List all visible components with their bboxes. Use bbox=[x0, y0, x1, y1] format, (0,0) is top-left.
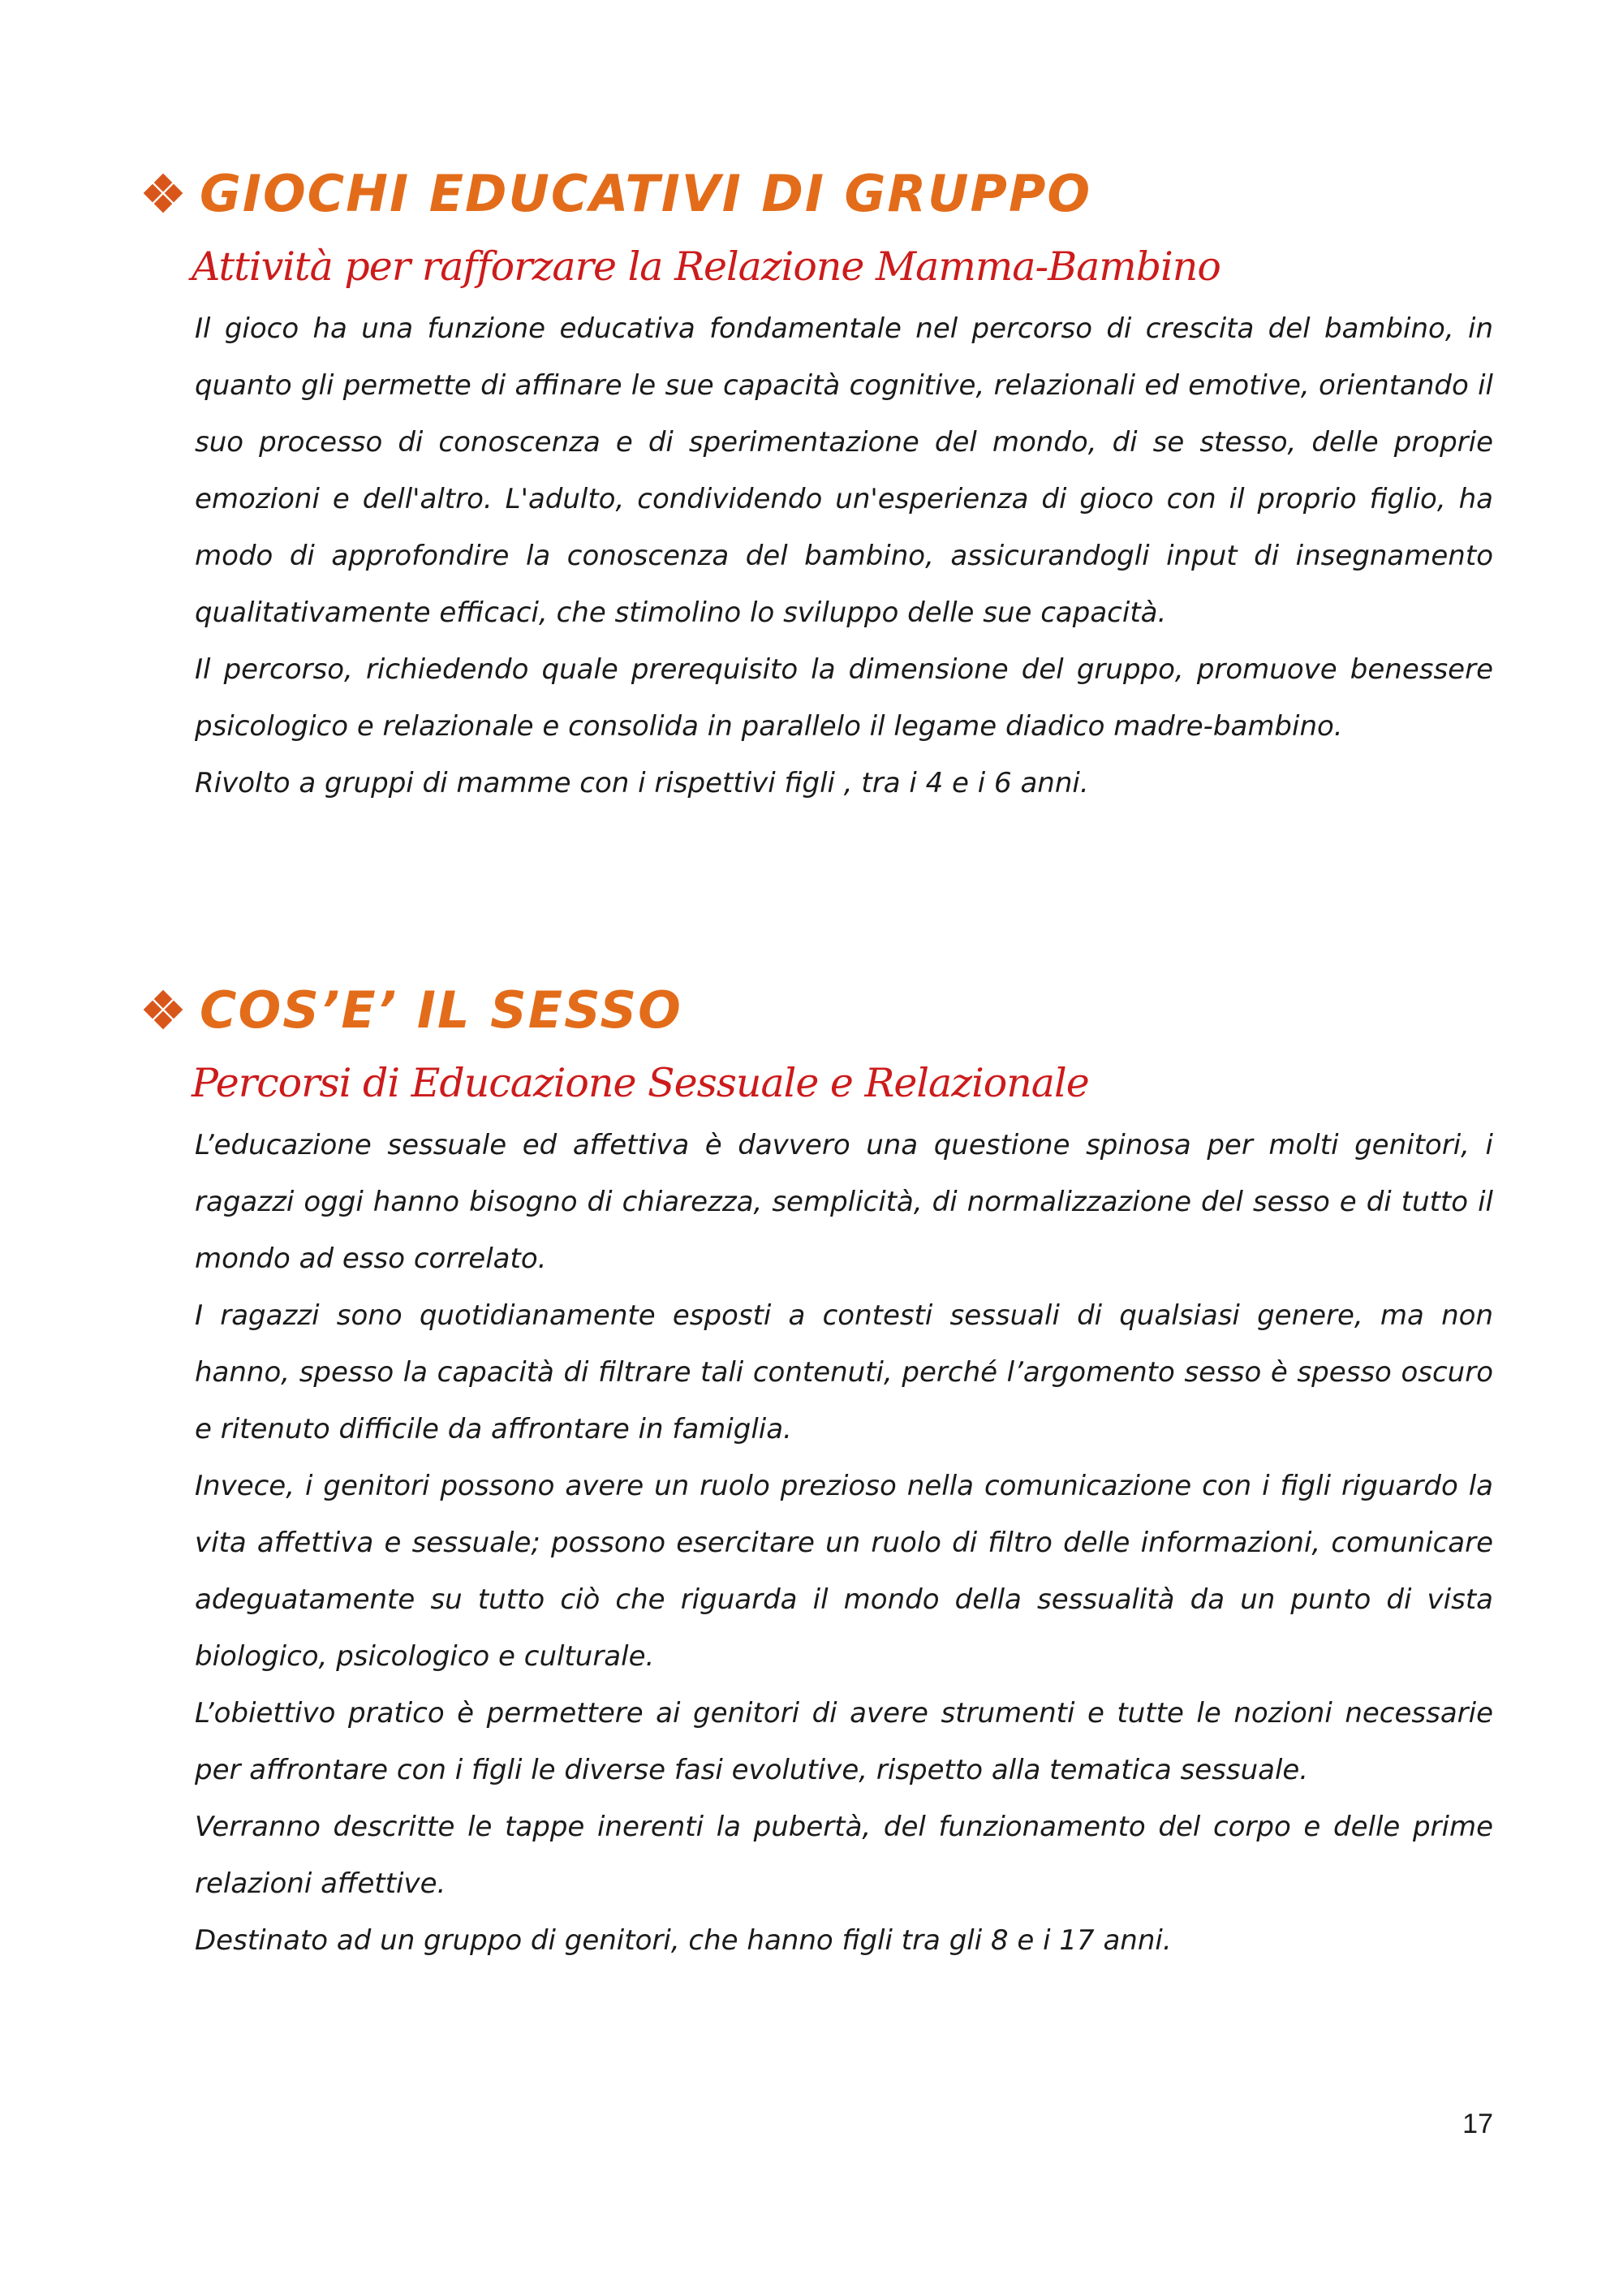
body-paragraph: Il percorso, richiedendo quale prerequisito la dimensione del gruppo, promuove benessere psicologico e relazionale e consolida in parallelo il legame diadico madre-bambino. bbox=[195, 653, 1493, 743]
body-paragraph: L’obiettivo pratico è permettere ai genitori di avere strumenti e tutte le nozioni necessarie per affrontare con i figli le diverse fasi evolutive, rispetto alla tematica sessuale. bbox=[195, 1697, 1493, 1786]
section-heading-row bbox=[146, 154, 1493, 232]
section-subtitle: Attività per rafforzare la Relazione Mamma-Bambino bbox=[192, 243, 1220, 290]
body-paragraph: Verranno descritte le tappe inerenti la pubertà, del funzionamento del corpo e delle prime relazioni affettive. bbox=[195, 1811, 1493, 1900]
body-paragraph: I ragazzi sono quotidianamente esposti a contesti sessuali di qualsiasi genere, ma non hanno, spesso la capacità di filtrare tali contenuti, perché l’argomento sesso è spesso oscuro e ritenuto difficile da affrontare in famiglia. bbox=[195, 1299, 1493, 1445]
section-heading: GIOCHI EDUCATIVI DI GRUPPO bbox=[200, 163, 1092, 223]
body-paragraph: Il gioco ha una funzione educativa fondamentale nel percorso di crescita del bambino, in quanto gli permette di affinare le sue capacità cognitive, relazionali ed emotive, orientando il suo processo di conoscenza e di sperimentazione del mondo, di se stesso, delle proprie emozioni e dell'altro. L'adulto, condividendo un'esperienza di gioco con il proprio figlio, ha modo di approfondire la conoscenza del bambino, assicurandogli input di insegnamento qualitativamente efficaci, che stimolino lo sviluppo delle sue capacità. bbox=[195, 312, 1493, 629]
four-diamond-bullet-icon bbox=[146, 993, 180, 1027]
section-subtitle: Percorsi di Educazione Sessuale e Relazionale bbox=[192, 1060, 1089, 1106]
section-body bbox=[195, 300, 1493, 812]
body-paragraph: Destinato ad un gruppo di genitori, che hanno figli tra gli 8 e i 17 anni. bbox=[195, 1924, 1172, 1957]
body-paragraph: Invece, i genitori possono avere un ruolo prezioso nella comunicazione con i figli riguardo la vita affettiva e sessuale; possono esercitare un ruolo di filtro delle informazioni, comunicare adeguatamente su tutto ciò che riguarda il mondo della sessualità da un punto di vista biologico, psicologico e culturale. bbox=[195, 1470, 1493, 1673]
body-paragraph: L’educazione sessuale ed affettiva è davvero una questione spinosa per molti genitori, i ragazzi oggi hanno bisogno di chiarezza, semplicità, di normalizzazione del sesso e di tutto il mondo ad esso correlato. bbox=[195, 1129, 1493, 1275]
section-heading-row bbox=[146, 971, 1493, 1049]
page-number: 17 bbox=[1462, 2109, 1493, 2139]
section-cos-e-il-sesso bbox=[146, 971, 1493, 1969]
section-body bbox=[195, 1117, 1493, 1969]
body-paragraph: Rivolto a gruppi di mamme con i rispettivi figli , tra i 4 e i 6 anni. bbox=[195, 767, 1089, 799]
section-heading: COS’E’ IL SESSO bbox=[200, 980, 682, 1040]
section-giochi-educativi bbox=[146, 154, 1493, 812]
four-diamond-bullet-icon bbox=[146, 176, 180, 210]
